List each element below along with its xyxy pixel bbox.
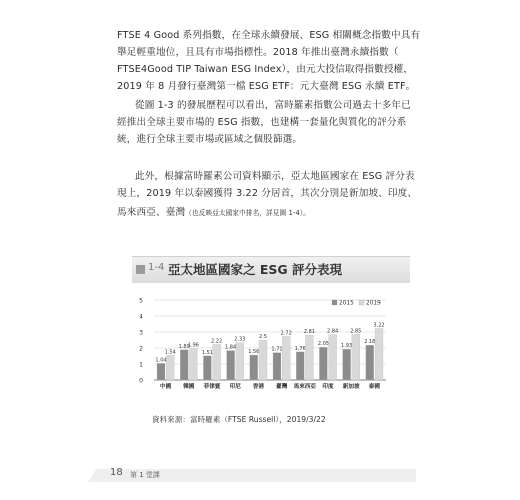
category-label: 泰國 (368, 384, 381, 390)
legend-swatch-2015 (332, 300, 337, 305)
text-line: 經推出全球主要市場的 ESG 指數，也建構一套量化與質化的評分系 (117, 117, 407, 128)
y-tick-label: 0 (139, 377, 143, 385)
data-label: 2.05 (317, 341, 329, 348)
category-label: 香港 (252, 384, 265, 390)
text-line: FTSE4Good TIP Taiwan ESG Index），由元大投信取得指數授權， (117, 64, 414, 75)
category-label: 韓國 (183, 384, 195, 390)
legend-swatch-2019 (359, 300, 364, 305)
figure-source: 資料來源：富時羅素（FTSE Russell），2019/3/22 (152, 415, 326, 424)
category-label: 印尼 (229, 384, 241, 390)
bar-2015 (203, 356, 211, 380)
bar-2015 (227, 351, 235, 380)
data-label: 1.04 (155, 357, 167, 364)
bar-2015 (319, 347, 327, 380)
data-label: 2.85 (350, 328, 362, 335)
bar-2015 (250, 355, 258, 380)
y-tick-label: 2 (139, 345, 143, 353)
data-label: 1.89 (178, 343, 190, 350)
text-line: 舉足輕重地位，且具有市場指標性。2018 年推出臺灣永續指數（ (117, 47, 399, 58)
bar-2019 (166, 355, 174, 380)
category-label: 臺灣 (275, 384, 288, 390)
bar-2019 (236, 343, 244, 380)
figure-title: 亞太地區國家之 ESG 評分表現 (168, 262, 343, 277)
bar-2015 (273, 353, 281, 380)
bar-2019 (213, 344, 221, 380)
y-tick-label: 5 (139, 297, 143, 305)
text-line (117, 204, 310, 222)
bar-2015 (366, 345, 374, 380)
data-label: 2.72 (280, 330, 292, 337)
text-line: 現上，2019 年以泰國獲得 3.22 分居首，其次分別是新加坡、印度、 (117, 188, 418, 199)
footer-notch (88, 469, 96, 482)
data-label: 1.76 (294, 345, 306, 352)
text-line-end: 馬來西亞、臺灣 (117, 207, 186, 218)
bar-2019 (352, 334, 360, 380)
data-label: 1.96 (187, 342, 199, 349)
data-label: 2.5 (259, 334, 267, 340)
data-label: 2.84 (327, 328, 339, 335)
data-label: 1.71 (271, 346, 283, 353)
category-label: 新加坡 (342, 384, 360, 390)
bar-2015 (296, 352, 304, 380)
esg-bar-chart (132, 290, 392, 408)
figure-title-bar (132, 256, 410, 283)
legend-label: 2015 (339, 300, 354, 307)
y-tick-label: 4 (139, 313, 143, 321)
bar-2019 (329, 335, 337, 380)
data-label: 2.81 (303, 329, 315, 336)
figure-square-icon (136, 265, 145, 274)
category-label: 印度 (322, 384, 334, 390)
data-label: 1.51 (201, 349, 213, 356)
text-line: 從圖 1-3 的發展歷程可以看出，富時羅素指數公司過去十多年已 (135, 100, 411, 111)
text-line: 2019 年 8 月發行臺灣第一檔 ESG ETF：元大臺灣 ESG 永續 ETF。 (117, 81, 416, 92)
data-label: 1.84 (225, 344, 237, 351)
data-label: 2.18 (364, 339, 376, 346)
data-label: 3.22 (373, 322, 385, 329)
figure-number: 1-4 (148, 262, 165, 273)
text-line: 此外，根據富時羅素公司資料顯示，亞太地區國家在 ESG 評分表 (135, 171, 415, 182)
text-line: 統，進行全球主要市場或區域之個股篩選。 (117, 134, 303, 145)
legend-label: 2019 (366, 300, 381, 307)
bar-2019 (282, 336, 290, 380)
category-label: 菲律賓 (203, 384, 221, 390)
bar-2019 (259, 340, 267, 380)
text-note: （也反映亞太國家中排名，詳見圖 1-4）。 (185, 209, 311, 217)
page-number: 18 (110, 467, 123, 478)
category-label: 馬來西亞 (293, 384, 316, 390)
y-tick-label: 1 (139, 361, 143, 369)
data-label: 2.33 (234, 336, 246, 343)
data-label: 1.56 (248, 349, 260, 356)
data-label: 1.93 (341, 343, 353, 350)
chapter-label: 第 1 堂課 (130, 471, 160, 479)
bar-2019 (189, 349, 197, 380)
bar-2015 (157, 363, 165, 380)
bar-2019 (305, 335, 313, 380)
data-label: 2.22 (211, 338, 223, 345)
category-label: 中國 (159, 384, 172, 390)
text-line: FTSE 4 Good 系列指數，在全球永續發展、ESG 相關概念指數中具有 (117, 30, 421, 41)
data-label: 1.54 (164, 349, 176, 356)
bar-2015 (180, 350, 188, 380)
bar-2019 (375, 328, 383, 380)
bar-2015 (343, 349, 351, 380)
y-tick-label: 3 (139, 329, 143, 337)
